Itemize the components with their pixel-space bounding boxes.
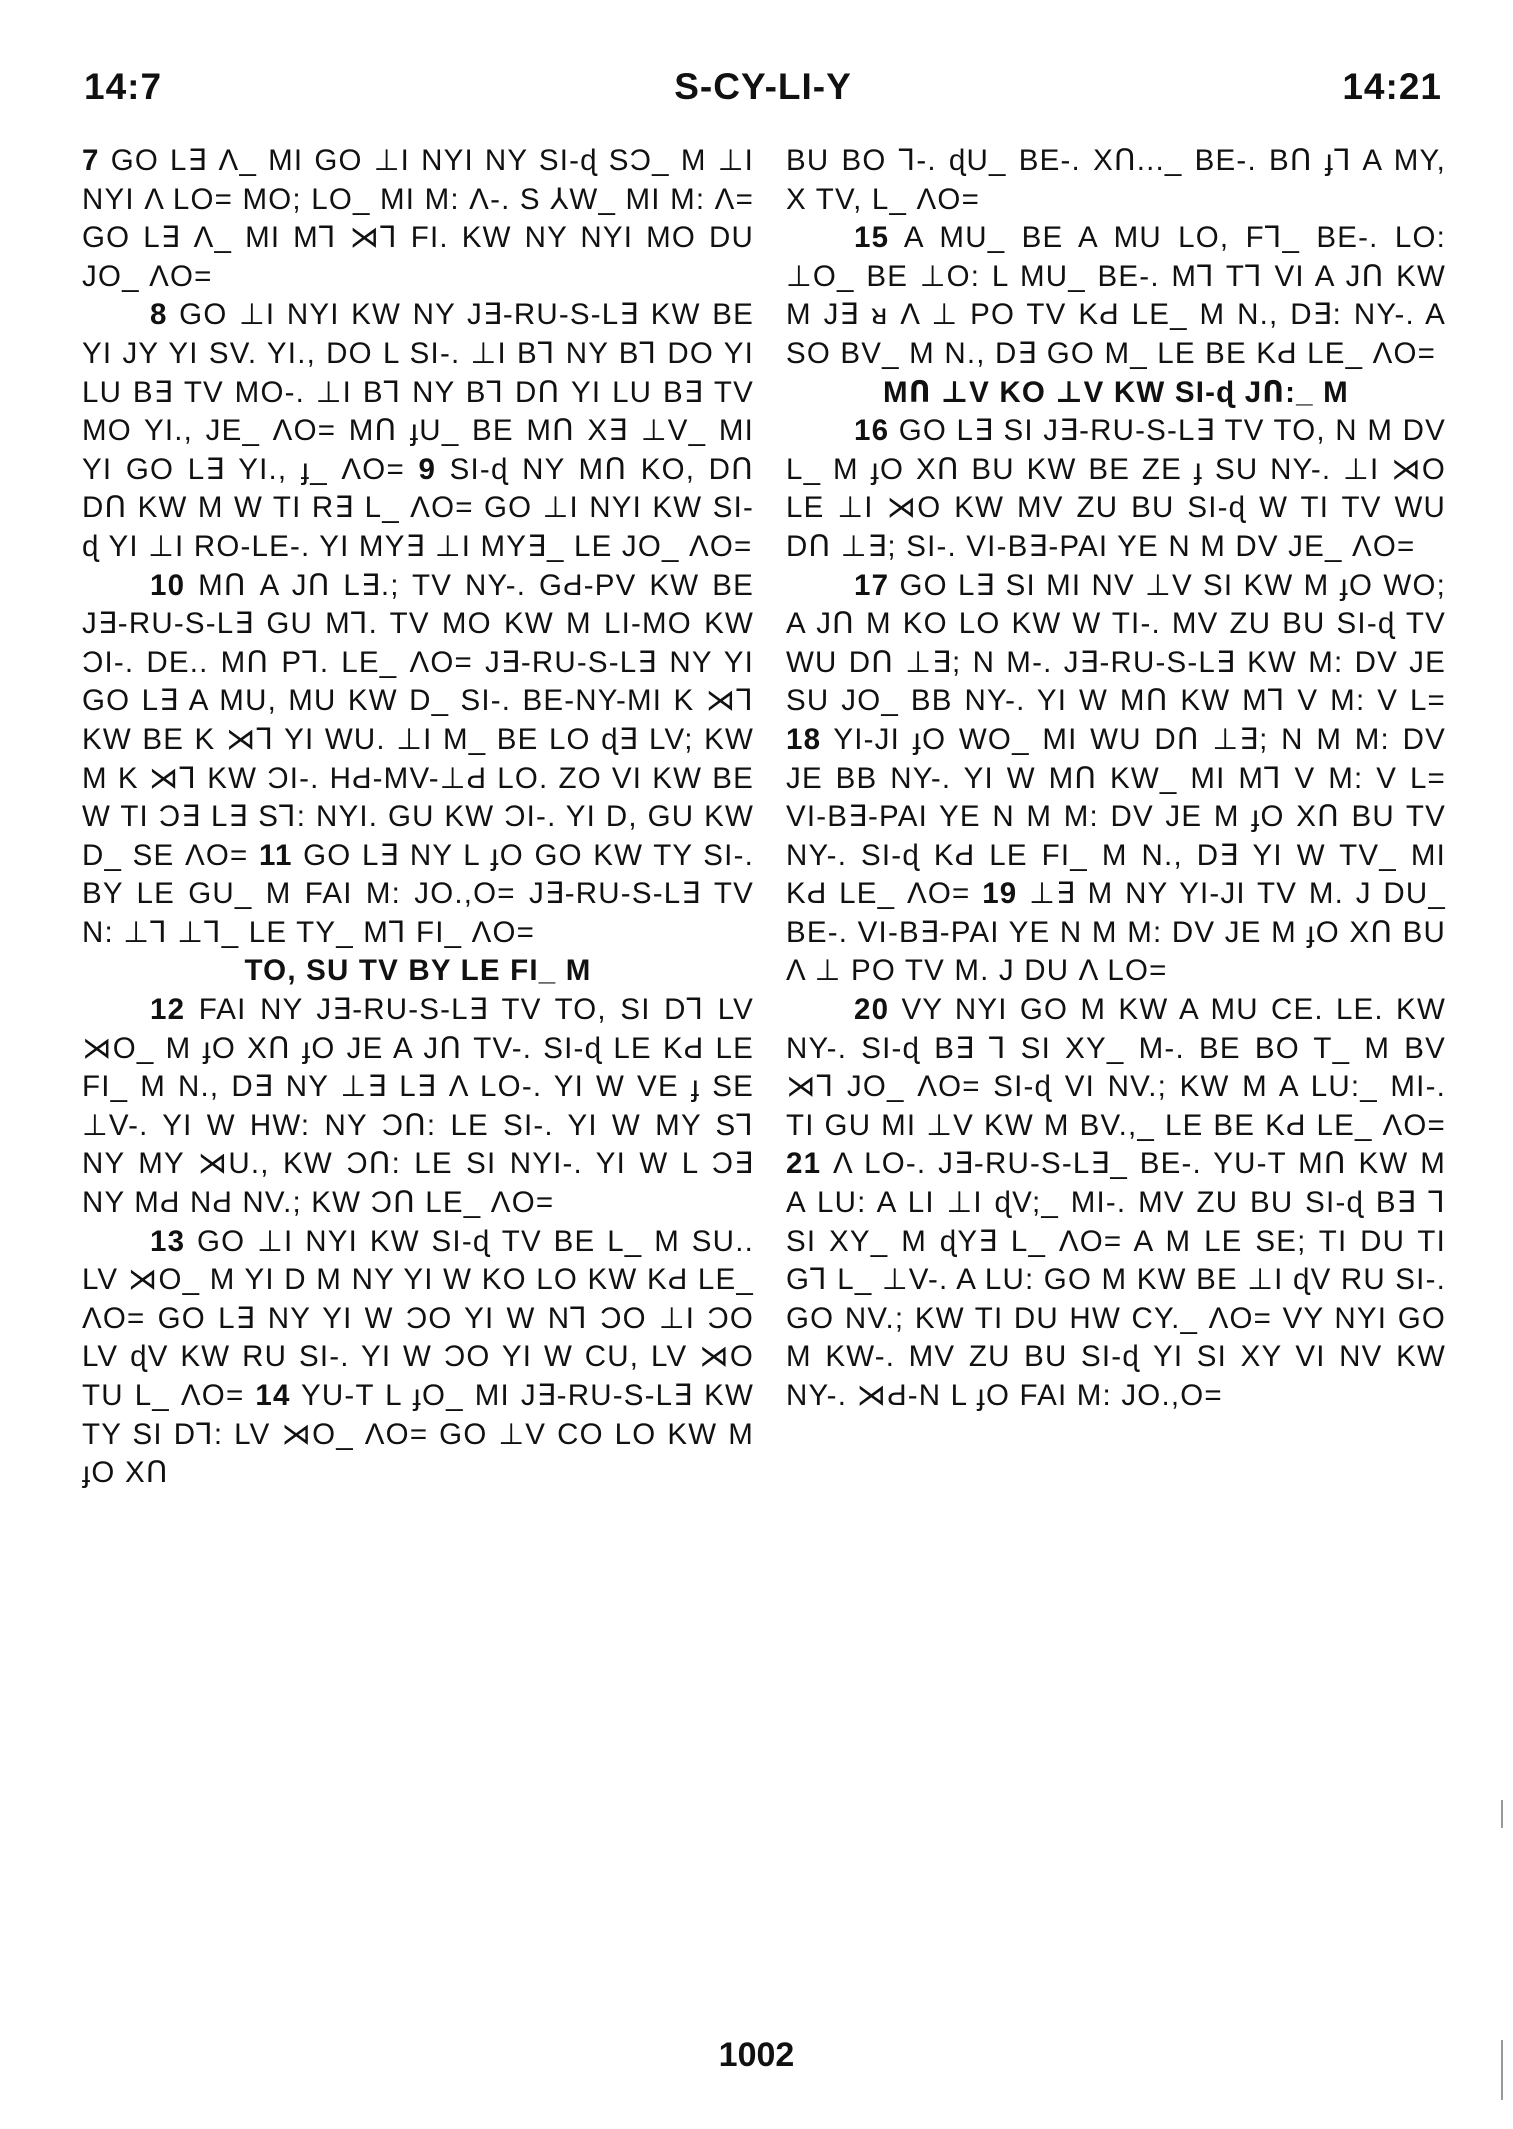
running-header [84, 66, 1442, 112]
verse-text: ⊥∃ M NY YI-JI TV M. J DU_ BE-. VI-B∃-PAI YE N M M: DV JE M ɟO XՈ BU Λ ⊥ PO TV M. J DU Λ LO= [786, 877, 1446, 988]
verse-20 [786, 991, 1446, 1416]
verse-text: MՈ A JՈ L∃.; TV NY-. GԀ-PV KW BE J∃-RU-S-L∃ GU M⅂. TV MO KW M LI-MO KW ƆI-. DE.. MՈ P⅂. LE_ ΛO= J∃-RU-S-L∃ NY YI GO L∃ A MU, MU KW D_ SI-. BE-NY-MI K ⋊⅂ KW BE K ⋊⅂ YI WU. ⊥I M_ BE LO ɖ∃ LV; KW M K ⋊⅂ KW ƆI-. HԀ-MV-⊥Ԁ LO. ZO VI KW BE W TI Ɔ∃ L∃ S⅂: NYI. GU KW ƆI-. YI D, GU KW D_ SE ΛO= [82, 568, 754, 872]
verse-number: 21 [786, 1147, 822, 1181]
verse-number: 17 [854, 568, 890, 602]
verse-text: GO ⊥I NYI KW SI-ɖ TV BE L_ M SU.. LV ⋊O_ M YI D M NY YI W KO LO KW KԀ LE_ ΛO= GO L∃ NY YI W ƆO YI W N⅂ ƆO ⊥I ƆO LV ɖV KW RU SI-. YI W ƆO YI W CU, LV ⋊O TU L_ ΛO= [82, 1224, 754, 1412]
verse-13 [82, 1223, 754, 1493]
verse-number: 20 [854, 993, 890, 1027]
scan-edge-mark [1501, 1800, 1503, 1828]
verse-text: GO L∃ SI J∃-RU-S-L∃ TV TO, N M DV L_ M ɟO XՈ BU KW BE ZE ɟ SU NY-. ⊥I ⋊O LE ⊥I ⋊O KW MV ZU BU SI-ɖ W TI TV WU DՈ ⊥∃; SI-. VI-B∃-PAI YE N M DV JE_ ΛO= [786, 414, 1446, 563]
verse-text: YI-JI ɟO WO_ MI WU DՈ ⊥∃; N M M: DV JE BB NY-. YI W MՈ KW_ MI M⅂ V M: V L= VI-B∃-PAI YE N M M: DV JE M ɟO XՈ BU TV NY-. SI-ɖ KԀ LE FI_ M N., D∃ YI W TV_ MI KԀ LE_ ΛO= [786, 722, 1446, 911]
verse-number: 16 [854, 414, 890, 448]
verse-8 [82, 296, 754, 566]
verse-number: 18 [786, 722, 822, 756]
heading-text: JՈ:_ M [1244, 375, 1349, 409]
verse-7 [82, 142, 754, 296]
verse-number: 7 [82, 144, 100, 177]
verse-number: 19 [982, 877, 1018, 911]
header-book-title: S-CY-LI-Y [674, 66, 852, 107]
verse-text: Λ LO-. J∃-RU-S-L∃_ BE-. YU-T MՈ KW M A LU: A LI ⊥I ɖV;_ MI-. MV ZU BU SI-ɖ B∃ ⅂ SI XY_ M ɖY∃ L_ ΛO= A M LE SE; TI DU TI G⅂ L_ ⊥V-. A LU: GO M KW BE ⊥I ɖV RU SI-. GO NV.; KW TI DU HW CY._ ΛO= VY NYI GO M KW-. MV ZU BU SI-ɖ YI SI XY VI NV KW NY-. ⋊Ԁ-N L ɟO FAI M: JO.,O= [786, 1147, 1446, 1412]
section-heading: MՈ ⊥V KO ⊥V KW SI-ɖ JՈ:_ M [883, 375, 1349, 409]
verse-number: 12 [150, 993, 186, 1027]
verse-text: A MU_ BE A MU LO, F⅂_ BE-. LO: ⊥O_ BE ⊥O: L MU_ BE-. M⅂ T⅂ VI A JՈ KW M J∃ ᴚ Λ ⊥ PO TV KԀ LE_ M N., D∃: NY-. A SO BV_ M N., D∃ GO M_ LE BE KԀ LE_ ΛO= [786, 221, 1446, 370]
verse-number: 15 [854, 221, 890, 255]
verse-text: YU-T L ɟO_ MI J∃-RU-S-L∃ KW TY SI D⅂: LV ⋊O_ ΛO= GO ⊥V CO LO KW M ɟO XՈ [82, 1379, 754, 1490]
right-column [786, 142, 1446, 1416]
verse-16 [786, 412, 1446, 566]
verse-number: 13 [150, 1224, 186, 1258]
verse-12 [82, 991, 754, 1223]
verse-number: 10 [150, 568, 186, 602]
verse-number: 8 [150, 298, 168, 332]
verse-text: SI-ɖ NY MՈ KO, DՈ DՈ KW M W TI R∃ L_ ΛO= GO ⊥I NYI KW SI-ɖ YI ⊥I RO-LE-. YI MY∃ ⊥I MY∃_ LE JO_ ΛO= [82, 452, 754, 563]
header-chapter-start: 14:7 [84, 66, 163, 107]
header-chapter-end: 14:21 [1342, 66, 1442, 107]
heading-text: MՈ ⊥V KO ⊥V KW [883, 375, 1166, 409]
verse-10 [82, 567, 754, 953]
verse-number: 14 [255, 1379, 291, 1412]
verse-17 [786, 567, 1446, 992]
verse-text: FAI NY J∃-RU-S-L∃ TV TO, SI D⅂ LV ⋊O_ M ɟO XՈ ɟO JE A JՈ TV-. SI-ɖ LE KԀ LE FI_ M N., D∃ NY ⊥∃ L∃ Λ LO-. YI W VE ɟ SE ⊥V-. YI W HW: NY ƆՈ: LE SI-. YI W MY S⅂ NY MY ⋊U., KW ƆՈ: LE SI NYI-. YI W L Ɔ∃ NY MԀ NԀ NV.; KW ƆՈ LE_ ΛO= [82, 993, 754, 1220]
verse-text: GO L∃ SI MI NV ⊥V SI KW M ɟO WO; A JՈ M KO LO KW W TI-. MV ZU BU SI-ɖ TV WU DՈ ⊥∃; N M-. J∃-RU-S-L∃ KW M: DV JE SU JO_ BB NY-. YI W MՈ KW M⅂ V M: V L= [786, 568, 1446, 718]
verse-14-continued: BU BO ⅂-. ɖU_ BE-. XՈ..._ BE-. BՈ ɟ⅂ A MY, X TV, L_ ΛO= [786, 144, 1446, 216]
verse-text: GO L∃ Λ_ MI GO ⊥I NYI NY SI-ɖ SƆ_ M ⊥I NYI Λ LO= MO; LO_ MI M: Λ-. S ⅄W_ MI M: Λ= GO L∃ Λ_ MI M⅂ ⋊⅂ FI. KW NY NYI MO DU JO_ ΛO= [82, 144, 754, 293]
left-column [82, 142, 754, 1493]
scan-edge-mark [1501, 2040, 1503, 2100]
verse-text: VY NYI GO M KW A MU CE. LE. KW NY-. SI-ɖ B∃ ⅂ SI XY_ M-. BE BO T_ M BV ⋊⅂ JO_ ΛO= SI-ɖ VI NV.; KW M A LU:_ MI-. TI GU MI ⊥V KW M BV.,_ LE BE KԀ LE_ ΛO= [786, 993, 1446, 1142]
section-heading: TO, SU TV BY LE FI_ M [244, 954, 592, 988]
verse-text: GO ⊥I NYI KW NY J∃-RU-S-L∃ KW BE YI JY YI SV. YI., DO L SI-. ⊥I B⅂ NY B⅂ DO YI LU B∃ TV MO-. ⊥I B⅂ NY B⅂ DՈ YI LU B∃ TV MO YI., JE_ ΛO= MՈ ɟU_ BE MՈ X∃ ⊥V_ MI YI GO L∃ YI., ɟ_ ΛO= [82, 298, 755, 486]
verse-15 [786, 219, 1446, 373]
page-number: 1002 [718, 2036, 795, 2074]
verse-number: 9 [418, 452, 437, 486]
verse-number: 11 [258, 838, 293, 872]
verse-text: GO L∃ NY L ɟO GO KW TY SI-. BY LE GU_ M FAI M: JO.,O= J∃-RU-S-L∃ TV N: ⊥⅂ ⊥⅂_ LE TY_ M⅂ FI_ ΛO= [82, 838, 754, 949]
